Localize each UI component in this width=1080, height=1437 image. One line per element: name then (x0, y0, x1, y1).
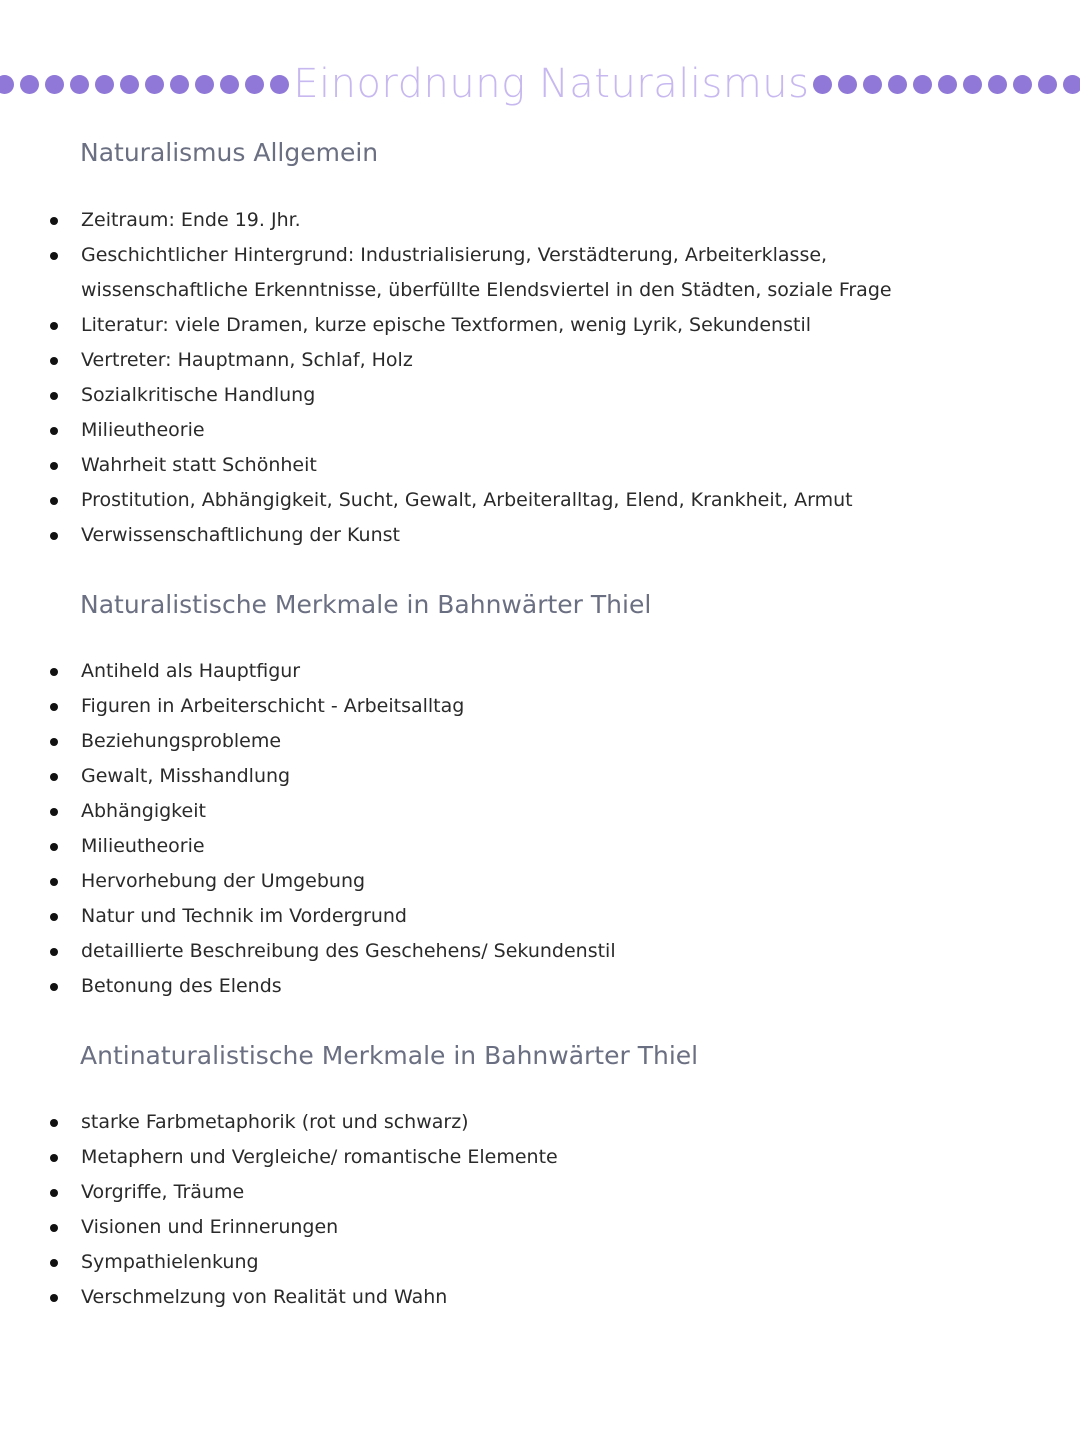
list-item: Milieutheorie (0, 413, 1000, 448)
dot-icon (45, 75, 64, 94)
dot-icon (1013, 75, 1032, 94)
dot-icon (195, 75, 214, 94)
dot-icon (1038, 75, 1057, 94)
bullet-icon (50, 1154, 58, 1162)
bullet-icon (50, 948, 58, 956)
list-item: Hervorhebung der Umgebung (0, 864, 1000, 899)
bullet-icon (50, 322, 58, 330)
list-item: Abhängigkeit (0, 794, 1000, 829)
list-item: Milieutheorie (0, 829, 1000, 864)
list-antinaturalistisch (0, 1105, 1000, 1315)
list-item: Vorgriffe, Träume (0, 1175, 1000, 1210)
dot-icon (120, 75, 139, 94)
dot-icon (20, 75, 39, 94)
bullet-icon (50, 427, 58, 435)
list-item: Natur und Technik im Vordergrund (0, 899, 1000, 934)
list-item: Figuren in Arbeiterschicht - Arbeitsalltag (0, 689, 1000, 724)
dot-icon (70, 75, 89, 94)
bullet-icon (50, 357, 58, 365)
bullet-icon (50, 738, 58, 746)
list-item: Sozialkritische Handlung (0, 378, 1000, 413)
list-item: starke Farbmetaphorik (rot und schwarz) (0, 1105, 1000, 1140)
decorative-dots-left (0, 75, 289, 94)
dot-icon (938, 75, 957, 94)
list-item: Metaphern und Vergleiche/ romantische Elemente (0, 1140, 1000, 1175)
bullet-icon (50, 497, 58, 505)
dot-icon (988, 75, 1007, 94)
list-item: Antiheld als Hauptfigur (0, 654, 1000, 689)
list-item: Geschichtlicher Hintergrund: Industrialisierung, Verstädterung, Arbeiterklasse, wissenschaftliche Erkenntnisse, überfüllte Elendsviertel in den Städten, soziale Frage (0, 238, 1000, 308)
bullet-icon (50, 843, 58, 851)
bullet-icon (50, 983, 58, 991)
page-title: Einordnung Naturalismus (293, 61, 810, 107)
dot-icon (813, 75, 832, 94)
bullet-icon (50, 1189, 58, 1197)
bullet-icon (50, 773, 58, 781)
dot-icon (963, 75, 982, 94)
list-item: Beziehungsprobleme (0, 724, 1000, 759)
bullet-icon (50, 392, 58, 400)
list-item: Gewalt, Misshandlung (0, 759, 1000, 794)
list-item: Wahrheit statt Schönheit (0, 448, 1000, 483)
list-item: Verschmelzung von Realität und Wahn (0, 1280, 1000, 1315)
bullet-icon (50, 1119, 58, 1127)
bullet-icon (50, 808, 58, 816)
dot-icon (888, 75, 907, 94)
list-item: Prostitution, Abhängigkeit, Sucht, Gewalt, Arbeiteralltag, Elend, Krankheit, Armut (0, 483, 1000, 518)
list-item: Zeitraum: Ende 19. Jhr. (0, 203, 1000, 238)
list-item: Literatur: viele Dramen, kurze epische Textformen, wenig Lyrik, Sekundenstil (0, 308, 1000, 343)
bullet-icon (50, 1259, 58, 1267)
list-naturalistisch (0, 654, 1000, 1004)
section-heading-allgemein: Naturalismus Allgemein (80, 138, 379, 167)
bullet-icon (50, 703, 58, 711)
dot-icon (863, 75, 882, 94)
list-item: detaillierte Beschreibung des Geschehens/ Sekundenstil (0, 934, 1000, 969)
dot-icon (95, 75, 114, 94)
bullet-icon (50, 668, 58, 676)
section-heading-antinaturalistisch: Antinaturalistische Merkmale in Bahnwärter Thiel (80, 1041, 699, 1070)
bullet-icon (50, 913, 58, 921)
bullet-icon (50, 1294, 58, 1302)
dot-icon (0, 75, 14, 94)
bullet-icon (50, 217, 58, 225)
dot-icon (270, 75, 289, 94)
bullet-icon (50, 532, 58, 540)
title-banner (0, 52, 1080, 116)
dot-icon (145, 75, 164, 94)
dot-icon (838, 75, 857, 94)
list-allgemein (0, 203, 1000, 553)
list-item: Sympathielenkung (0, 1245, 1000, 1280)
dot-icon (1063, 75, 1080, 94)
bullet-icon (50, 462, 58, 470)
list-item: Betonung des Elends (0, 969, 1000, 1004)
dot-icon (220, 75, 239, 94)
section-heading-naturalistisch: Naturalistische Merkmale in Bahnwärter Thiel (80, 590, 652, 619)
dot-icon (913, 75, 932, 94)
bullet-icon (50, 252, 58, 260)
list-item: Verwissenschaftlichung der Kunst (0, 518, 1000, 553)
decorative-dots-right (813, 75, 1080, 94)
bullet-icon (50, 1224, 58, 1232)
list-item: Vertreter: Hauptmann, Schlaf, Holz (0, 343, 1000, 378)
dot-icon (245, 75, 264, 94)
dot-icon (170, 75, 189, 94)
list-item: Visionen und Erinnerungen (0, 1210, 1000, 1245)
bullet-icon (50, 878, 58, 886)
